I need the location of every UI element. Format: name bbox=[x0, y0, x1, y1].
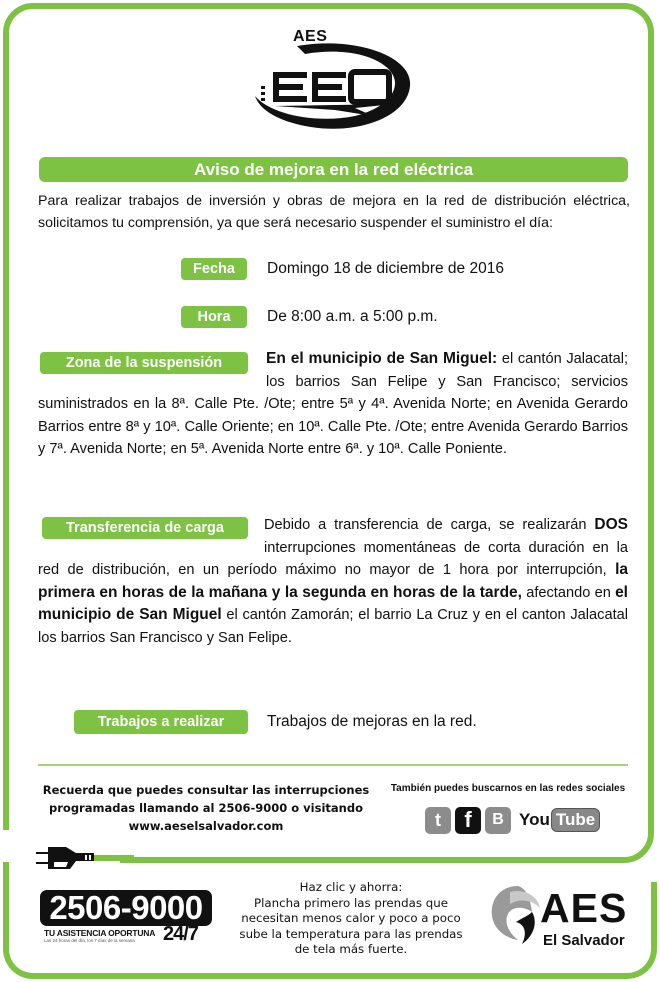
trabajos-label: Trabajos a realizar bbox=[74, 710, 248, 734]
zona-body: el cantón Jalacatal; los barrios San Felipe y San Francisco; servicios suministrados en la 8ª. Calle Pte. /Ote; entre 5ª y 4ª. Avenida Norte; en Avenida Gerardo Barrios entre 8ª y 10ª. Calle Oriente; en 10ª. Calle Pte. /Ote; entre Avenida Gerardo Barrios y 7ª. Avenida Norte; en 5ª. Avenida Norte entre 6ª. y 10ª. Calle Poniente. bbox=[38, 351, 629, 457]
notice-title: Aviso de mejora en la red eléctrica bbox=[39, 157, 628, 182]
aes-eeo-logo bbox=[245, 26, 415, 136]
social-links bbox=[425, 806, 600, 834]
eeo-swoosh-icon bbox=[245, 26, 415, 136]
fecha-value: Domingo 18 de diciembre de 2016 bbox=[267, 260, 504, 277]
phone-hours: Las 24 horas del día, los 7 días de la semana bbox=[44, 938, 135, 943]
phone-badge[interactable]: 2506-9000 bbox=[40, 890, 212, 926]
energy-tip: Haz clic y ahorra: Plancha primero las prendas que necesitan menos calor y poco a poco sube la temperatura para las prendas de tela más fuerte. bbox=[239, 880, 463, 956]
phone-247: 24/7 bbox=[163, 923, 198, 945]
zona-label: Zona de la suspensión bbox=[40, 352, 248, 374]
website-link[interactable]: www.aeselsalvador.com bbox=[128, 819, 284, 833]
aes-subtitle: El Salvador bbox=[543, 932, 625, 949]
transferencia-text: Debido a transferencia de carga, se realizarán DOS interrupciones momentáneas de corta duración en la red de distribución, en un período máximo no mayor de 1 hora por interrupción, la primera en horas de la mañana y la segunda en horas de la tarde, afectando en el municipio de San Miguel el cantón Zamorán; el barrio La Cruz y en el canton Jalacatal los barrios San Francisco y San Felipe. bbox=[38, 516, 628, 646]
twitter-icon[interactable]: t bbox=[425, 807, 451, 834]
hora-label: Hora bbox=[181, 306, 247, 328]
facebook-icon[interactable]: f bbox=[455, 807, 481, 834]
power-plug-icon bbox=[36, 845, 98, 871]
youtube-icon[interactable]: You Tube bbox=[519, 808, 600, 832]
consult-info: Recuerda que puedes consultar las interrupciones programadas llamando al 2506-9000 o visitando www.aeselsalvador.com bbox=[36, 781, 376, 835]
zona-bold-lead: En el municipio de San Miguel: bbox=[266, 350, 498, 367]
blogger-icon[interactable]: B bbox=[485, 807, 511, 834]
social-title: También puedes buscarnos en las redes sociales bbox=[390, 783, 626, 794]
phone-tagline: TU ASISTENCIA OPORTUNA bbox=[44, 928, 156, 938]
aes-swirl-icon bbox=[488, 882, 544, 946]
trabajos-value: Trabajos de mejoras en la red. bbox=[267, 713, 477, 730]
fecha-label: Fecha bbox=[181, 258, 247, 280]
plug-cord bbox=[94, 855, 134, 861]
logo-aes-text: AES bbox=[293, 28, 328, 45]
aes-el-salvador-logo bbox=[488, 880, 628, 960]
hora-value: De 8:00 a.m. a 5:00 p.m. bbox=[267, 308, 438, 325]
frame-gap-right bbox=[651, 862, 657, 882]
transferencia-label: Transferencia de carga bbox=[42, 517, 248, 539]
notice-intro: Para realizar trabajos de inversión y obras de mejora en la red de distribución eléctrica, solicitamos tu comprensión, ya que será necesario suspender el suministro el día: bbox=[38, 193, 630, 231]
zona-text bbox=[38, 348, 628, 461]
aes-wordmark: AES bbox=[540, 885, 628, 931]
section-divider bbox=[38, 764, 628, 766]
